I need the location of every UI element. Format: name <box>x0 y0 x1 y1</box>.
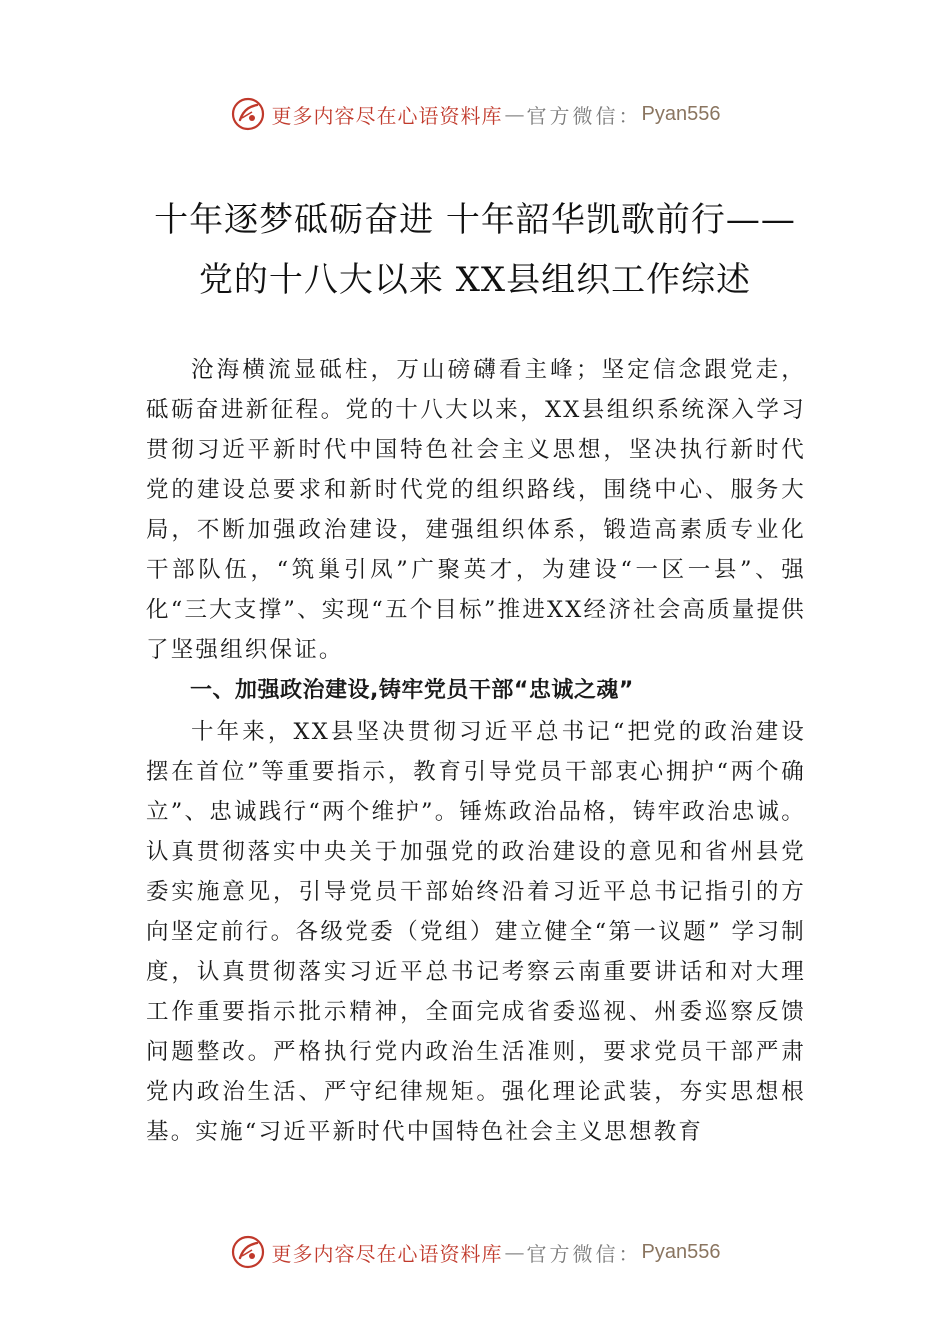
watermark-brand-text: 更多内容尽在心语资料库 <box>271 1241 503 1266</box>
brand-logo-icon <box>230 1234 266 1270</box>
intro-paragraph: 沧海横流显砥柱，万山磅礴看主峰；坚定信念跟党走，砥砺奋进新征程。党的十八大以来，XX县组织系统深入学习贯彻习近平新时代中国特色社会主义思想，坚决执行新时代党的建设总要求和新时代党的组织路线，围绕中心、服务大局，不断加强政治建设，建强组织体系，锻造高素质专业化干部队伍，“筑巢引凤”广聚英才，为建设“一区一县”、强化“三大支撑”、实现“五个目标”推进XX经济社会高质量提供了坚强组织保证。 <box>146 357 806 663</box>
watermark-dash: — <box>504 102 525 126</box>
watermark-banner-top <box>0 92 950 136</box>
watermark-brand-text: 更多内容尽在心语资料库 <box>271 103 503 128</box>
watermark-dash: — <box>504 1240 525 1264</box>
watermark-wechat-id: Pyan556 <box>641 102 721 125</box>
section1-heading: 一、加强政治建设,铸牢党员干部“忠诚之魂” <box>190 678 634 703</box>
document-body <box>146 350 806 1152</box>
watermark-wechat-label: 官方微信： <box>526 103 642 128</box>
watermark-wechat-label: 官方微信： <box>526 1241 642 1266</box>
document-title-line2: 党的十八大以来 XX县组织工作综述 <box>198 260 752 300</box>
watermark-banner-bottom <box>0 1230 950 1274</box>
section1-paragraph: 十年来，XX县坚决贯彻习近平总书记“把党的政治建设摆在首位”等重要指示，教育引导党员干部衷心拥护“两个确立”、忠诚践行“两个维护”。锤炼政治品格，铸牢政治忠诚。认真贯彻落实中央关于加强党的政治建设的意见和省州县党委实施意见，引导党员干部始终沿着习近平总书记指引的方向坚定前行。各级党委（党组）建立健全“第一议题” 学习制度，认真贯彻落实习近平总书记考察云南重要讲话和对大理工作重要指示批示精神，全面完成省委巡视、州委巡察反馈问题整改。严格执行党内政治生活准则，要求党员干部严肃党内政治生活、严守纪律规矩。强化理论武装，夯实思想根基。实施“习近平新时代中国特色社会主义思想教育 <box>146 719 806 1145</box>
brand-logo-icon <box>230 96 266 132</box>
watermark-wechat-id: Pyan556 <box>641 1240 721 1263</box>
document-title-line1: 十年逐梦砥砺奋进 十年韶华凯歌前行—— <box>154 200 796 240</box>
